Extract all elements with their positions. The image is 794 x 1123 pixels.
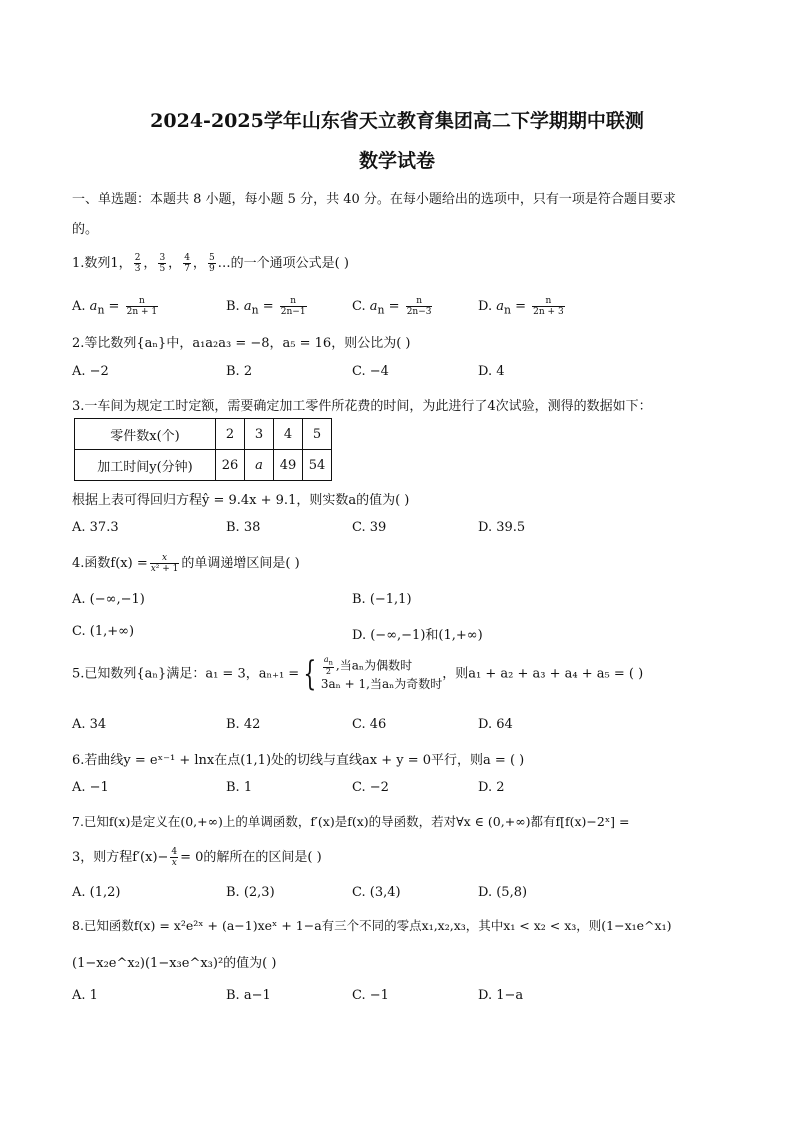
q5-suffix: ，则a₁ + a₂ + a₃ + a₄ + a₅ = ( ): [442, 666, 644, 682]
q3-option-d[interactable]: D. 39.5: [478, 520, 526, 535]
q5-case-odd: 3aₙ + 1,当aₙ为奇数时: [320, 676, 443, 691]
q3-followup: 根据上表可得回归方程ŷ = 9.4x + 9.1，则实数a的值为( ): [72, 493, 410, 508]
table-cell: 5: [303, 419, 332, 450]
q1-suffix: …的一个通项公式是( ): [217, 256, 349, 271]
q8-option-a[interactable]: A. 1: [72, 988, 98, 1003]
exam-subtitle: 数学试卷: [358, 150, 435, 172]
question-2: 2.等比数列{aₙ}中，a₁a₂a₃ = −8，a₅ = 16，则公比为( ): [72, 336, 411, 351]
q7-prefix: 3，则方程f′(x)−: [72, 850, 169, 865]
q1-option-d[interactable]: D. $a_n$ = $\frac{n}{2n + 3}$: [478, 296, 564, 317]
question-8-cont: (1−x₂e^x₂)(1−x₃e^x₃)²的值为( ): [72, 956, 277, 971]
fraction: $\frac{3}{5}$: [159, 253, 166, 274]
q4-option-a[interactable]: A. (−∞,−1): [72, 592, 145, 607]
question-8: 8.已知函数f(x) = x²e²ˣ + (a−1)xeˣ + 1−a有三个不同的零点x₁,x₂,x₃，其中x₁ < x₂ < x₃，则(1−x₁e^x₁): [72, 918, 672, 933]
q4-prefix: 4.函数f(x) =: [72, 556, 148, 571]
q7-option-a[interactable]: A. (1,2): [72, 885, 121, 900]
question-7-cont: [72, 846, 322, 868]
table-row: [75, 419, 332, 450]
q5-option-b[interactable]: B. 42: [226, 717, 261, 732]
table-cell: 54: [303, 450, 332, 481]
q3-option-b[interactable]: B. 38: [226, 520, 261, 535]
q2-option-c[interactable]: C. −4: [352, 364, 389, 379]
table-cell: a: [245, 450, 274, 481]
q5-option-d[interactable]: D. 64: [478, 717, 513, 732]
table-cell: 49: [274, 450, 303, 481]
q7-suffix: = 0的解所在的区间是( ): [180, 850, 322, 865]
q1-option-c[interactable]: C. $a_n$ = $\frac{n}{2n-3}$: [352, 296, 432, 317]
q2-option-d[interactable]: D. 4: [478, 364, 505, 379]
table-row-header: 加工时间y(分钟): [75, 450, 216, 481]
q5-option-a[interactable]: A. 34: [72, 717, 107, 732]
brace-icon: {: [303, 653, 317, 694]
q3-option-a[interactable]: A. 37.3: [72, 520, 119, 535]
q4-option-b[interactable]: B. (−1,1): [352, 592, 412, 607]
q8-option-c[interactable]: C. −1: [352, 988, 389, 1003]
table-row-header: 零件数x(个): [75, 419, 216, 450]
question-6: 6.若曲线y = eˣ⁻¹ + lnx在点(1,1)处的切线与直线ax + y = 0平行，则a = ( ): [72, 753, 525, 768]
q6-option-c[interactable]: C. −2: [352, 780, 389, 795]
fraction: $\frac{5}{9}$: [208, 253, 215, 274]
question-3: 3.一车间为规定工时定额，需要确定加工零件所花费的时间，为此进行了4次试验，测得的数据如下：: [72, 399, 652, 414]
q6-option-a[interactable]: A. −1: [72, 780, 109, 795]
q2-option-b[interactable]: B. 2: [226, 364, 253, 379]
q4-suffix: 的单调递增区间是( ): [181, 556, 300, 571]
data-table: [74, 418, 332, 481]
q2-option-a[interactable]: A. −2: [72, 364, 109, 379]
q7-option-d[interactable]: D. (5,8): [478, 885, 528, 900]
q6-option-b[interactable]: B. 1: [226, 780, 253, 795]
q3-option-c[interactable]: C. 39: [352, 520, 387, 535]
q5-prefix: 5.已知数列{aₙ}满足：a₁ = 3，aₙ₊₁ =: [72, 666, 300, 682]
q7-option-b[interactable]: B. (2,3): [226, 885, 275, 900]
fraction: $\frac{x}{\text{x² + 1}}$: [150, 553, 179, 574]
table-row: [75, 450, 332, 481]
table-cell: 26: [216, 450, 245, 481]
q4-option-d[interactable]: D. (−∞,−1)和(1,+∞): [352, 628, 483, 643]
q8-option-d[interactable]: D. 1−a: [478, 988, 524, 1003]
q6-option-d[interactable]: D. 2: [478, 780, 505, 795]
fraction: $\frac{2}{3}$: [134, 253, 141, 274]
question-5: [72, 653, 644, 694]
q5-case-even: ,当aₙ为偶数时: [335, 658, 413, 673]
q5-option-c[interactable]: C. 46: [352, 717, 387, 732]
q1-option-a[interactable]: A. $a_n$ = $\frac{n}{2n + 1}$: [72, 296, 158, 317]
q4-option-c[interactable]: C. (1,+∞): [72, 624, 135, 639]
q1-option-b[interactable]: B. $a_n$ = $\frac{n}{2n-1}$: [226, 296, 306, 317]
q7-option-c[interactable]: C. (3,4): [352, 885, 401, 900]
q1-prefix: 1.数列1，: [72, 256, 132, 271]
question-7: 7.已知f(x)是定义在(0,+∞)上的单调函数，f′(x)是f(x)的导函数，若对∀x ∈ (0,+∞)都有f[f(x)−2ˣ] =: [72, 814, 630, 829]
piecewise-cases: $\frac{a_n}{2}$ ,当aₙ为偶数时 3aₙ + 1,当aₙ为奇数时: [320, 655, 443, 691]
exam-title: 2024-2025学年山东省天立教育集团高二下学期期中联测: [150, 110, 644, 132]
fraction: $\frac{4}{x}$: [171, 847, 178, 868]
question-4: [72, 552, 300, 574]
table-cell: 2: [216, 419, 245, 450]
fraction: $\frac{4}{7}$: [184, 253, 190, 274]
table-cell: 3: [245, 419, 274, 450]
section-intro: 一、单选题：本题共 8 小题，每小题 5 分，共 40 分。在每小题给出的选项中，只有一项是符合题目要求: [72, 192, 676, 207]
table-cell: 4: [274, 419, 303, 450]
q8-option-b[interactable]: B. a−1: [226, 988, 271, 1003]
section-intro-cont: 的。: [72, 222, 99, 237]
question-1: 1.数列1， $\frac{2}{3}$ ， $\frac{3}{5}$ ， $\frac{4}{7}$ ， $\frac{5}{9}$ …的一个通项公式是( ): [72, 253, 349, 274]
